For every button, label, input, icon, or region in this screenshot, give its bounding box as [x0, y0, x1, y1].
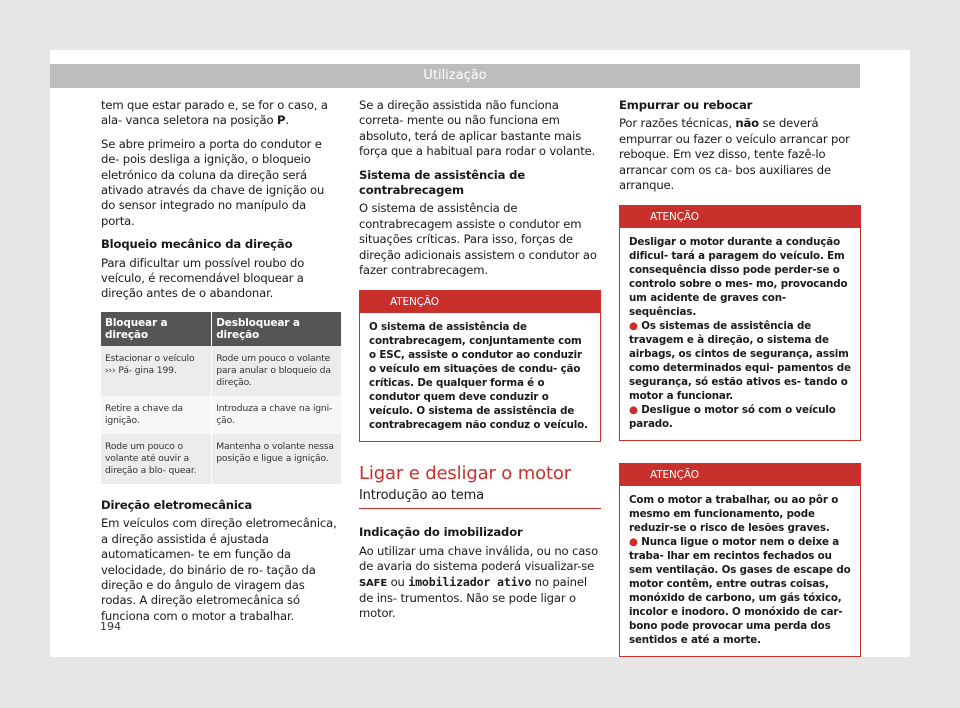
text: Os sistemas de assistência de travagem e à direção, o sistema de airbags, os cintos de segurança, assim como determinados equi- pamentos de segurança, só estão ativos es- tando o motor a funcionar.: [629, 320, 851, 403]
text: no painel de ins- trumentos. Não se pode ligar o motor.: [359, 574, 587, 621]
text: Desligue o motor só com o veículo parado.: [629, 404, 836, 431]
warning-box: [619, 463, 861, 657]
warning-box: [359, 290, 601, 442]
table-cell: Mantenha o volante nessa posição e ligue a ignição.: [212, 434, 341, 484]
table-cell: Rode um pouco o volante para anular o bloqueio da direção.: [212, 346, 341, 396]
warning-header: [620, 464, 860, 486]
table-row: [101, 346, 341, 396]
warning-bullet: [629, 535, 851, 647]
heading-contrabrecagem: Sistema de assistência de contrabrecagem: [359, 167, 526, 198]
safe-indicator: SAFE: [359, 577, 388, 589]
table-header: Bloquear a direção: [101, 312, 212, 346]
text: .: [285, 113, 289, 128]
warning-text: Com o motor a trabalhar, ou ao pôr o mesmo em funcionamento, pode reduzir-se o risco de lesões graves.: [629, 494, 839, 535]
table-cell: Retire a chave da ignição.: [101, 396, 212, 434]
text: ou: [390, 574, 405, 589]
paragraph: Se a direção assistida não funciona correta- mente ou não funciona em absoluto, terá de aplicar bastante mais força que a habitual para rodar o volante.: [359, 98, 596, 159]
text: Nunca ligue o motor nem o deixe a traba- lhar em recintos fechados ou sem ventilação. Os gases de escape do motor contêm, entre outras coisas, monóxido de carbono, um gás tóxico, incolor e inodoro. O monóxido de car- bono pode provocar uma perda dos sentidos e até a morte.: [629, 536, 851, 647]
warning-text: O sistema de assistência de contrabrecagem, conjuntamente com o ESC, assiste o condutor ao conduzir o veículo em situações de condu- ção críticas. De qualquer forma é o condutor quem deve conduzir o veículo. O sistema de assistência de contrabrecagem não conduz o veículo.: [369, 321, 588, 432]
table-row: [101, 434, 341, 484]
warning-body: [620, 228, 860, 440]
warning-text: Desligar o motor durante a condução dificul- tará a paragem do veículo. Em consequência disso pode perder-se o controlo sobre o mes- mo, provocando um acidente de graves con- sequências.: [629, 236, 848, 319]
heading-bloqueio: Bloqueio mecânico da direção: [101, 237, 293, 252]
heading-eletromecanica: Direção eletromecânica: [101, 497, 253, 512]
subsection-title: Introdução ao tema: [359, 488, 601, 509]
paragraph: Se abre primeiro a porta do condutor e de- pois desliga a ignição, o bloqueio eletrónico da coluna da direção será ativado através da chave de ignição ou do sensor integrado no manípulo da porta.: [101, 136, 325, 228]
paragraph: Para dificultar um possível roubo do veículo, é recomendável bloquear a direção antes de o abandonar.: [101, 255, 305, 301]
paragraph: [101, 98, 341, 129]
bold-text: não: [735, 116, 759, 131]
bold-text: P: [276, 113, 286, 128]
bullet-icon: ●: [629, 536, 642, 549]
text: tem que estar parado e, se for o caso, a ala- vanca seletora na posição: [101, 98, 328, 128]
warning-bullet: [629, 319, 851, 403]
paragraph: [619, 116, 861, 193]
paragraph: O sistema de assistência de contrabrecagem assiste o condutor em situações críticas. Para isso, forças de direção adicionais assistem o condutor ao fazer contrabrecagem.: [359, 201, 597, 278]
warning-header: [620, 206, 860, 228]
paragraph: [359, 544, 601, 622]
bullet-icon: ●: [629, 404, 642, 417]
bullet-icon: ●: [629, 320, 642, 333]
column-3: [619, 98, 861, 657]
table-row: [101, 396, 341, 434]
warning-header: [360, 291, 600, 313]
text: se deverá empurrar ou fazer o veículo arrancar por reboque. Em vez disso, tente fazê-lo arrancar com os ca- bos auxiliares de arranque.: [619, 116, 850, 193]
section-title: Ligar e desligar o motor: [359, 463, 572, 485]
text: Ao utilizar uma chave inválida, ou no caso de avaria do sistema poderá visualizar-se: [359, 543, 599, 574]
warning-body: [620, 486, 860, 656]
display-message: imobilizador ativo: [408, 574, 532, 589]
heading-imobilizador: Indicação do imobilizador: [359, 525, 523, 540]
warning-body: [360, 313, 600, 441]
page-number: 194: [100, 620, 121, 633]
table-cell: Introduza a chave na igni- ção.: [212, 396, 341, 434]
table-header: Desbloquear a direção: [212, 312, 341, 346]
heading-empurrar: Empurrar ou rebocar: [619, 98, 753, 112]
warning-label: ATENÇÃO: [390, 296, 439, 309]
warning-label: ATENÇÃO: [650, 469, 699, 482]
warning-label: ATENÇÃO: [650, 211, 699, 224]
steering-lock-table: [101, 312, 341, 484]
warning-box: [619, 205, 861, 441]
paragraph: Em veículos com direção eletromecânica, a direção assistida é ajustada automaticamen- te em função da velocidade, do binário de ro- tação da direção e do ângulo de viragem das rodas. A direção eletromecânica só funciona com o motor a trabalhar.: [101, 516, 337, 623]
page-header: Utilização: [50, 64, 860, 88]
column-1: [101, 98, 341, 632]
table-cell: Estacionar o veículo ››› Pá- gina 199.: [101, 346, 212, 396]
text: Por razões técnicas,: [619, 116, 732, 131]
warning-bullet: [629, 403, 851, 431]
column-2: [359, 98, 601, 630]
table-cell: Rode um pouco o volante até ouvir a direção a blo- quear.: [101, 434, 212, 484]
